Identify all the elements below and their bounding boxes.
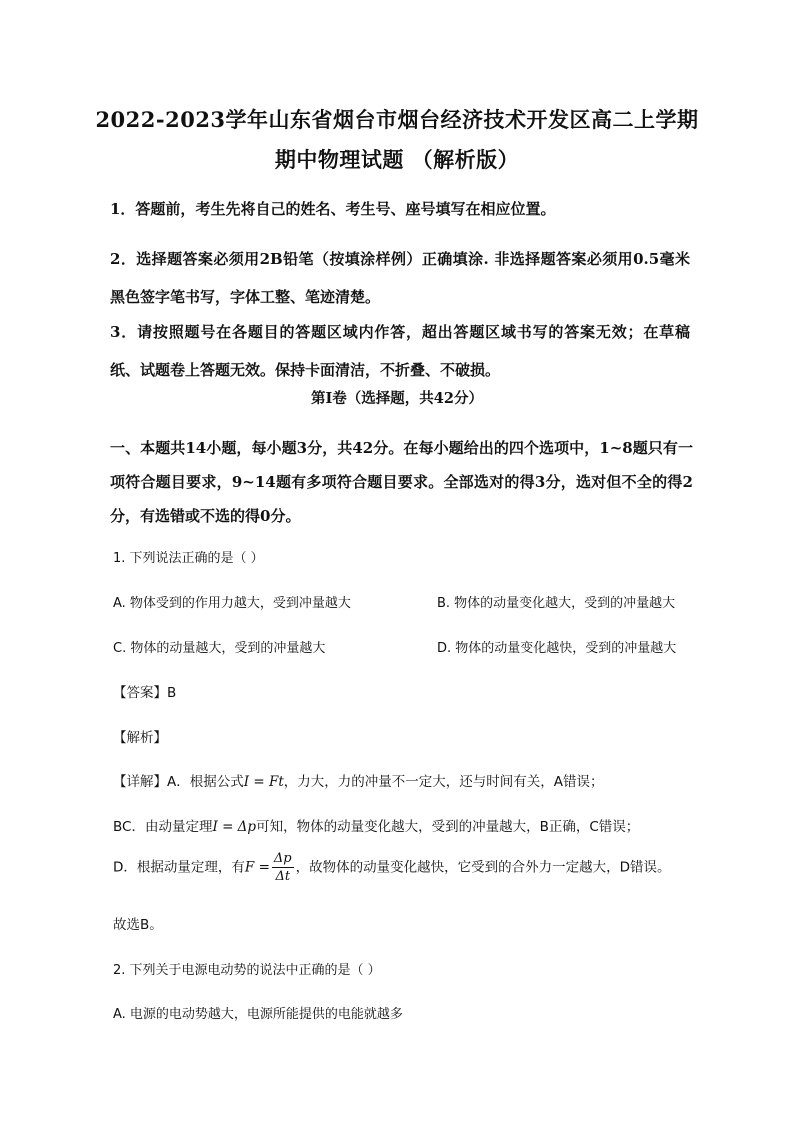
force-formula-lhs: F = — [244, 859, 270, 876]
detail-d-suffix: ，故物体的动量变化越快，它受到的合外力一定越大，D错误。 — [295, 859, 671, 876]
detail-d-prefix: D．根据动量定理，有 — [113, 859, 245, 876]
detail-a-suffix: ，力大，力的冲量不一定大，还与时间有关，A错误； — [283, 774, 604, 790]
question-1-option-b: B. 物体的动量变化越大，受到的冲量越大 — [437, 596, 676, 611]
instruction-note-2: 2．选择题答案必须用2B铅笔（按填涂样例）正确填涂. 非选择题答案必须用0.5毫米黑色签字笔书写，字体工整、笔迹清楚。 — [110, 250, 690, 306]
momentum-theorem-formula: I = Δp — [212, 819, 257, 835]
instruction-note-3: 3．请按照题号在各题目的答题区域内作答，超出答题区域书写的答案无效；在草稿纸、试题卷上答题无效。保持卡面清洁，不折叠、不破损。 — [110, 323, 690, 379]
section-title: 第I卷（选择题，共42分） — [311, 390, 483, 407]
question-1-analysis-label: 【解析】 — [113, 730, 167, 746]
question-1-option-a: A. 物体受到的作用力越大，受到冲量越大 — [113, 596, 351, 611]
question-1-answer: 【答案】B — [113, 685, 177, 701]
detail-bc-prefix: BC．由动量定理 — [113, 819, 213, 835]
impulse-formula: I = Ft — [243, 774, 284, 790]
question-1-option-d: D. 物体的动量变化越快，受到的冲量越大 — [437, 641, 677, 656]
force-formula-fraction — [272, 850, 294, 885]
question-1-stem: 1. 下列说法正确的是（ ） — [113, 551, 264, 566]
question-2-stem: 2. 下列关于电源电动势的说法中正确的是（ ） — [113, 963, 381, 978]
instruction-note-1: 1．答题前，考生先将自己的姓名、考生号、座号填写在相应位置。 — [110, 200, 556, 218]
question-1-detail-d — [113, 850, 671, 885]
fraction-numerator: Δp — [273, 851, 292, 866]
document-title-line-2: 期中物理试题 （解析版） — [274, 147, 520, 172]
detail-bc-suffix: 可知，物体的动量变化越大，受到的冲量越大，B正确，C错误； — [256, 819, 640, 835]
document-title-line-1: 2022-2023学年山东省烟台市烟台经济技术开发区高二上学期 — [95, 107, 699, 132]
fraction-denominator: Δt — [275, 869, 291, 884]
detail-a-prefix: 【详解】A．根据公式 — [113, 774, 244, 790]
question-2-option-a: A. 电源的电动势越大，电源所能提供的电能就越多 — [113, 1007, 403, 1022]
section-instructions: 一、本题共14小题，每小题3分，共42分。在每小题给出的四个选项中，1~8题只有一项符合题目要求，9~14题有多项符合题目要求。全部选对的得3分，选对但不全的得2分，有选错或不选的得0分。 — [110, 439, 693, 525]
question-1-conclusion: 故选B。 — [113, 917, 163, 933]
question-1-detail-bc — [113, 815, 639, 835]
question-1-option-c: C. 物体的动量越大，受到的冲量越大 — [113, 641, 326, 656]
question-1-detail-a — [113, 770, 604, 790]
